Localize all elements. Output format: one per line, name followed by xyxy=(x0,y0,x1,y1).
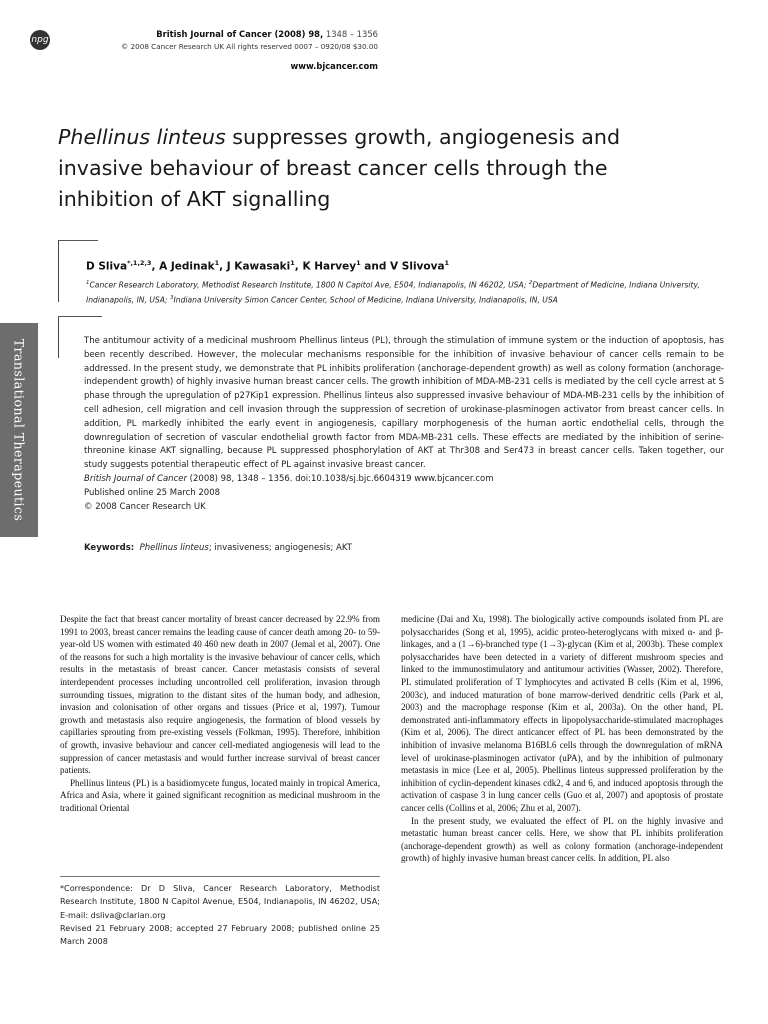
page-range: 1348 – 1356 xyxy=(325,29,378,39)
author-affil-mark: 1 xyxy=(290,259,295,267)
article-title xyxy=(58,122,698,215)
journal-name: British Journal of Cancer (2008) 98, xyxy=(156,29,324,39)
abstract-top-rule xyxy=(58,316,102,317)
title-italic: Phellinus linteus xyxy=(58,125,226,149)
journal-citation-line xyxy=(156,29,378,39)
author-list: D Sliva$^{*,1,2,3}$, A Jedinak$^1$, J Kawasaki$^1$, K Harvey$^1$ and V Slivova$^1$ xyxy=(86,259,450,273)
section-side-tab xyxy=(0,323,38,537)
journal-website-link[interactable]: www.bjcancer.com xyxy=(290,61,378,71)
body-column-right xyxy=(401,613,723,865)
article-dates: Revised 21 February 2008; accepted 27 February 2008; published online 25 March 2008 xyxy=(60,922,380,947)
body-paragraph: medicine (Dai and Xu, 1998). The biologically active compounds isolated from PL are polysaccharides (Song et al, 1995), acidic proteo-heteroglycans with mixed α- and β-linkages, and a (1→6)-branched type (1→3)-glycan (Kim et al, 2003b). These complex polysaccharides have been detected in a variety of different mushroom species and linked to the immunostimulatory and antitumour activities (Wasser, 2002). Therefore, PL stimulated proliferation of T lymphocytes and activated B cells (Kim et al, 1996, 2003c), and induced maturation of bone marrow-derived dendritic cells (Park et al, 2003) and the macrophage response (Kim et al, 2003a). On the other hand, PL demonstrated anti-inflammatory effects in lipopolysaccharide-stimulated macrophages (Kim et al, 2006). The direct anticancer effect of PL has been demonstrated by the inhibition of invasive melanoma B16BL6 cells through the downregulation of mRNA level of urokinase-plasminogen activator (uPA), and by the inhibition of pulmonary metastasis in mice (Lee et al, 2005). Phellinus linteus suppressed proliferation by the inhibition of cyclin-dependent kinases cdk2, 4 and 6, and induced apoptosis through the activation of caspase 3 in lung cancer cells (Guo et al, 2007) and apoptosis of prostate cancer cells (Collins et al, 2006; Zhu et al, 2007). xyxy=(401,614,723,813)
author: D Sliva xyxy=(86,260,128,273)
affiliation-3: Indiana University Simon Cancer Center, School of Medicine, Indiana University, Indianapolis, IN, USA xyxy=(173,295,558,305)
keywords-label: Keywords: xyxy=(84,543,135,553)
side-tab-label: Translational Therapeutics xyxy=(11,338,27,522)
footnote-rule xyxy=(60,876,380,877)
author-block-top-rule xyxy=(58,240,98,241)
affiliations: $^1$Cancer Research Laboratory, Methodist Research Institute, 1800 N Capitol Ave, E504, Indianapolis, IN 46202, USA; $^2$Department of Medicine, Indiana University, Indianapolis, IN, USA; $^3$Indiana University Simon Cancer Center, School of Medicine, Indiana University, Indianapolis, IN, USA xyxy=(86,280,700,305)
author: J Kawasaki xyxy=(226,260,291,273)
keywords-rest: ; invasiveness; angiogenesis; AKT xyxy=(208,543,352,553)
abstract-text: The antitumour activity of a medicinal mushroom Phellinus linteus (PL), through the stimulation of immune system or the induction of apoptosis, has been recently described. However, the molecular mechanisms responsible for the inhibition of invasive behaviour of cancer cells remain to be addressed. In the present study, we demonstrate that PL inhibits proliferation (anchorage-dependent growth) as well as colony formation (anchorage-independent growth) of highly invasive human breast cancer cells. The growth inhibition of MDA-MB-231 cells is mediated by the cell cycle arrest at S phase through the upregulation of p27Kip1 expression. Phellinus linteus also suppressed invasive behaviour of MDA-MB-231 cells by the inhibition of cell adhesion, cell migration and cell invasion through the suppression of secretion of urokinase-plasminogen activator from breast cancer cells. In addition, PL markedly inhibited the early event in angiogenesis, capillary morphogenesis of the human aortic endothelial cells, through the downregulation of secretion of vascular endothelial growth factor from MDA-MB-231 cells. These effects are mediated by the inhibition of serine-threonine kinase AKT signalling, because PL suppressed phosphorylation of AKT at Thr308 and Ser473 in breast cancer cells. Taken together, our study suggests potential therapeutic effect of PL against invasive breast cancer. xyxy=(84,336,724,471)
author-affil-mark: 1 xyxy=(356,259,361,267)
body-paragraph: In the present study, we evaluated the effect of PL on the highly invasive and metastatic human breast cancer cells. Here, we show that PL inhibits proliferation (anchorage-dependent growth) as well as colony formation (anchorage-independent growth) of highly invasive human breast cancer cells. In addition, PL also xyxy=(401,815,723,864)
body-paragraph: Despite the fact that breast cancer mortality of breast cancer decreased by 22.9% from 1991 to 2003, breast cancer remains the leading cause of cancer death among 20- to 59-year-old US women with estimated 40 460 new death in 2007 (Jemal et al, 2007). One of the reasons for such a high mortality is the invasive behaviour of cancer cells, which results in the metastasis of breast cancer. Cancer metastasis consists of several interdependent processes including uncontrolled cell proliferation, invasion through surrounding tissues, migration to the distant sites of the human body, and adhesion, invasion and colonisation of other organs and tissues (Price et al, 1997). Tumour growth and metastasis also require angiogenesis, the formation of blood vessels by capillaries sprouting from pre-existing vessels (Folkman, 1995). Therefore, inhibition of growth, invasive behaviour and cancer cell-mediated angiogenesis will lead to the suppression of cancer metastasis and would further increase survival of breast cancer patients. xyxy=(60,614,380,776)
abstract-rule xyxy=(58,316,59,358)
author: A Jedinak xyxy=(159,260,215,273)
affiliation-1: Cancer Research Laboratory, Methodist Research Institute, 1800 N Capitol Ave, E504, Indianapolis, IN 46202, USA; xyxy=(89,280,529,290)
affiliation-2: Department of Medicine, Indiana University, Indianapolis, IN, USA; xyxy=(86,280,700,305)
published-online: Published online 25 March 2008 xyxy=(84,487,221,498)
copyright-line: © 2008 Cancer Research UK All rights reserved 0007 – 0920/08 $30.00 xyxy=(121,42,378,51)
correspondence-note: *Correspondence: Dr D Sliva, Cancer Research Laboratory, Methodist Research Institute, 1800 N Capitol Avenue, E504, Indianapolis, IN 46202, USA; E-mail: dsliva@clarian.org xyxy=(60,883,380,920)
author-affil-mark: 1 xyxy=(444,259,450,267)
abstract-citation xyxy=(84,473,724,487)
footnote xyxy=(60,882,380,948)
author-block-rule xyxy=(58,240,59,302)
body-column-left xyxy=(60,613,380,815)
npg-logo: npg xyxy=(30,30,50,50)
body-paragraph: Phellinus linteus (PL) is a basidiomycete fungus, located mainly in tropical America, Africa and Asia, where it gained significant recognition as medicinal mushroom in the traditional Oriental xyxy=(60,777,380,813)
keyword-italic: Phellinus linteus xyxy=(139,543,209,553)
citation-journal: British Journal of Cancer xyxy=(84,473,187,484)
citation-details: (2008) 98, 1348 – 1356. doi:10.1038/sj.bjc.6604319 www.bjcancer.com xyxy=(186,473,494,484)
author: K Harvey xyxy=(302,260,357,273)
title-rest: suppresses growth, angiogenesis and invasive behaviour of breast cancer cells through the inhibition of AKT signalling xyxy=(58,125,621,211)
author: V Slivova xyxy=(390,260,445,273)
author-affil-mark: 1 xyxy=(214,259,220,267)
author-affil-mark: *,1,2,3 xyxy=(127,259,152,267)
keywords xyxy=(84,543,352,553)
abstract-copyright: © 2008 Cancer Research UK xyxy=(84,501,206,512)
abstract xyxy=(84,335,724,514)
